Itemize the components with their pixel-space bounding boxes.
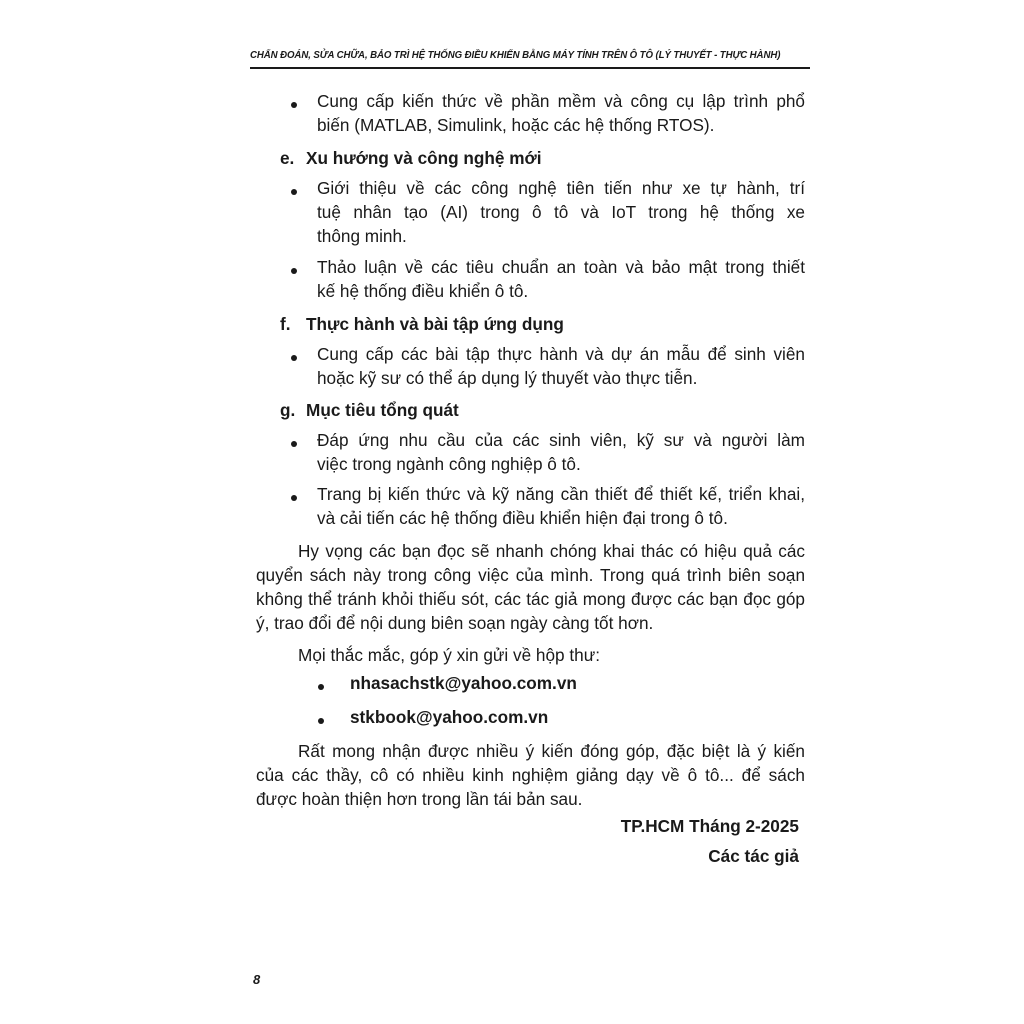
bullet-line: tuệ nhân tạo (AI) trong ô tô và IoT trong hệ thống xe [317, 202, 805, 222]
contact-intro: Mọi thắc mắc, góp ý xin gửi về hộp thư: [298, 645, 600, 665]
bullet-line: biến (MATLAB, Simulink, hoặc các hệ thống RTOS). [317, 115, 715, 135]
bullet-line: Cung cấp các bài tập thực hành và dự án mẫu để sinh viên [317, 344, 805, 364]
paragraph-line: của các thầy, cô có nhiều kinh nghiệm giảng dạy về ô tô... để sách [256, 765, 805, 785]
section-letter: e. [280, 148, 295, 168]
section-heading-f [280, 314, 564, 335]
bullet-line: Thảo luận về các tiêu chuẩn an toàn và bảo mật trong thiết [317, 257, 805, 277]
signature: Các tác giả [708, 846, 799, 866]
place-date: TP.HCM Tháng 2-2025 [620, 816, 799, 836]
email-link[interactable]: stkbook@yahoo.com.vn [350, 707, 549, 727]
bullet-line: và cải tiến các hệ thống điều khiển hiện đại trong ô tô. [317, 508, 728, 528]
bullet-line: hoặc kỹ sư có thể áp dụng lý thuyết vào thực tiễn. [317, 368, 698, 388]
bullet-dot [291, 102, 297, 108]
section-title: Xu hướng và công nghệ mới [306, 148, 542, 168]
bullet-line: kế hệ thống điều khiển ô tô. [317, 281, 529, 301]
bullet-dot [291, 355, 297, 361]
paragraph-line: ý, trao đổi để nội dung biên soạn ngày càng tốt hơn. [256, 613, 654, 633]
page-number: 8 [253, 972, 261, 987]
paragraph-line: quyển sách này trong công việc của mình. Trong quá trình biên soạn [256, 565, 805, 585]
running-header-title: CHẨN ĐOÁN, SỬA CHỮA, BẢO TRÌ HỆ THỐNG ĐIỀU KHIỂN BẰNG MÁY TÍNH TRÊN Ô TÔ (LÝ THUYẾT - THỰC HÀNH) [250, 49, 781, 61]
bullet-line: Cung cấp kiến thức về phần mềm và công cụ lập trình phổ [317, 91, 805, 111]
bullet-dot [318, 684, 324, 690]
bullet-line: Trang bị kiến thức và kỹ năng cần thiết để thiết kế, triển khai, [317, 484, 805, 504]
paragraph-line: được hoàn thiện hơn trong lần tái bản sau. [256, 789, 583, 809]
section-heading-g [280, 400, 459, 421]
bullet-line: thông minh. [317, 226, 407, 246]
email-link[interactable]: nhasachstk@yahoo.com.vn [350, 673, 577, 693]
section-letter: f. [280, 314, 291, 334]
bullet-dot [318, 718, 324, 724]
section-letter: g. [280, 400, 296, 420]
section-heading-e [280, 148, 542, 169]
bullet-dot [291, 268, 297, 274]
paragraph-line: Rất mong nhận được nhiều ý kiến đóng góp, đặc biệt là ý kiến [298, 741, 805, 761]
paragraph-line: Hy vọng các bạn đọc sẽ nhanh chóng khai thác có hiệu quả các [298, 541, 805, 561]
bullet-dot [291, 189, 297, 195]
bullet-line: việc trong ngành công nghiệp ô tô. [317, 454, 581, 474]
bullet-dot [291, 441, 297, 447]
section-title: Mục tiêu tổng quát [306, 400, 459, 420]
paragraph-line: không thể tránh khỏi thiếu sót, các tác giả mong được các bạn đọc góp [256, 589, 805, 609]
section-title: Thực hành và bài tập ứng dụng [306, 314, 564, 334]
header-rule [250, 67, 810, 69]
bullet-line: Đáp ứng nhu cầu của các sinh viên, kỹ sư và người làm [317, 430, 805, 450]
bullet-dot [291, 495, 297, 501]
bullet-line: Giới thiệu về các công nghệ tiên tiến như xe tự hành, trí [317, 178, 805, 198]
